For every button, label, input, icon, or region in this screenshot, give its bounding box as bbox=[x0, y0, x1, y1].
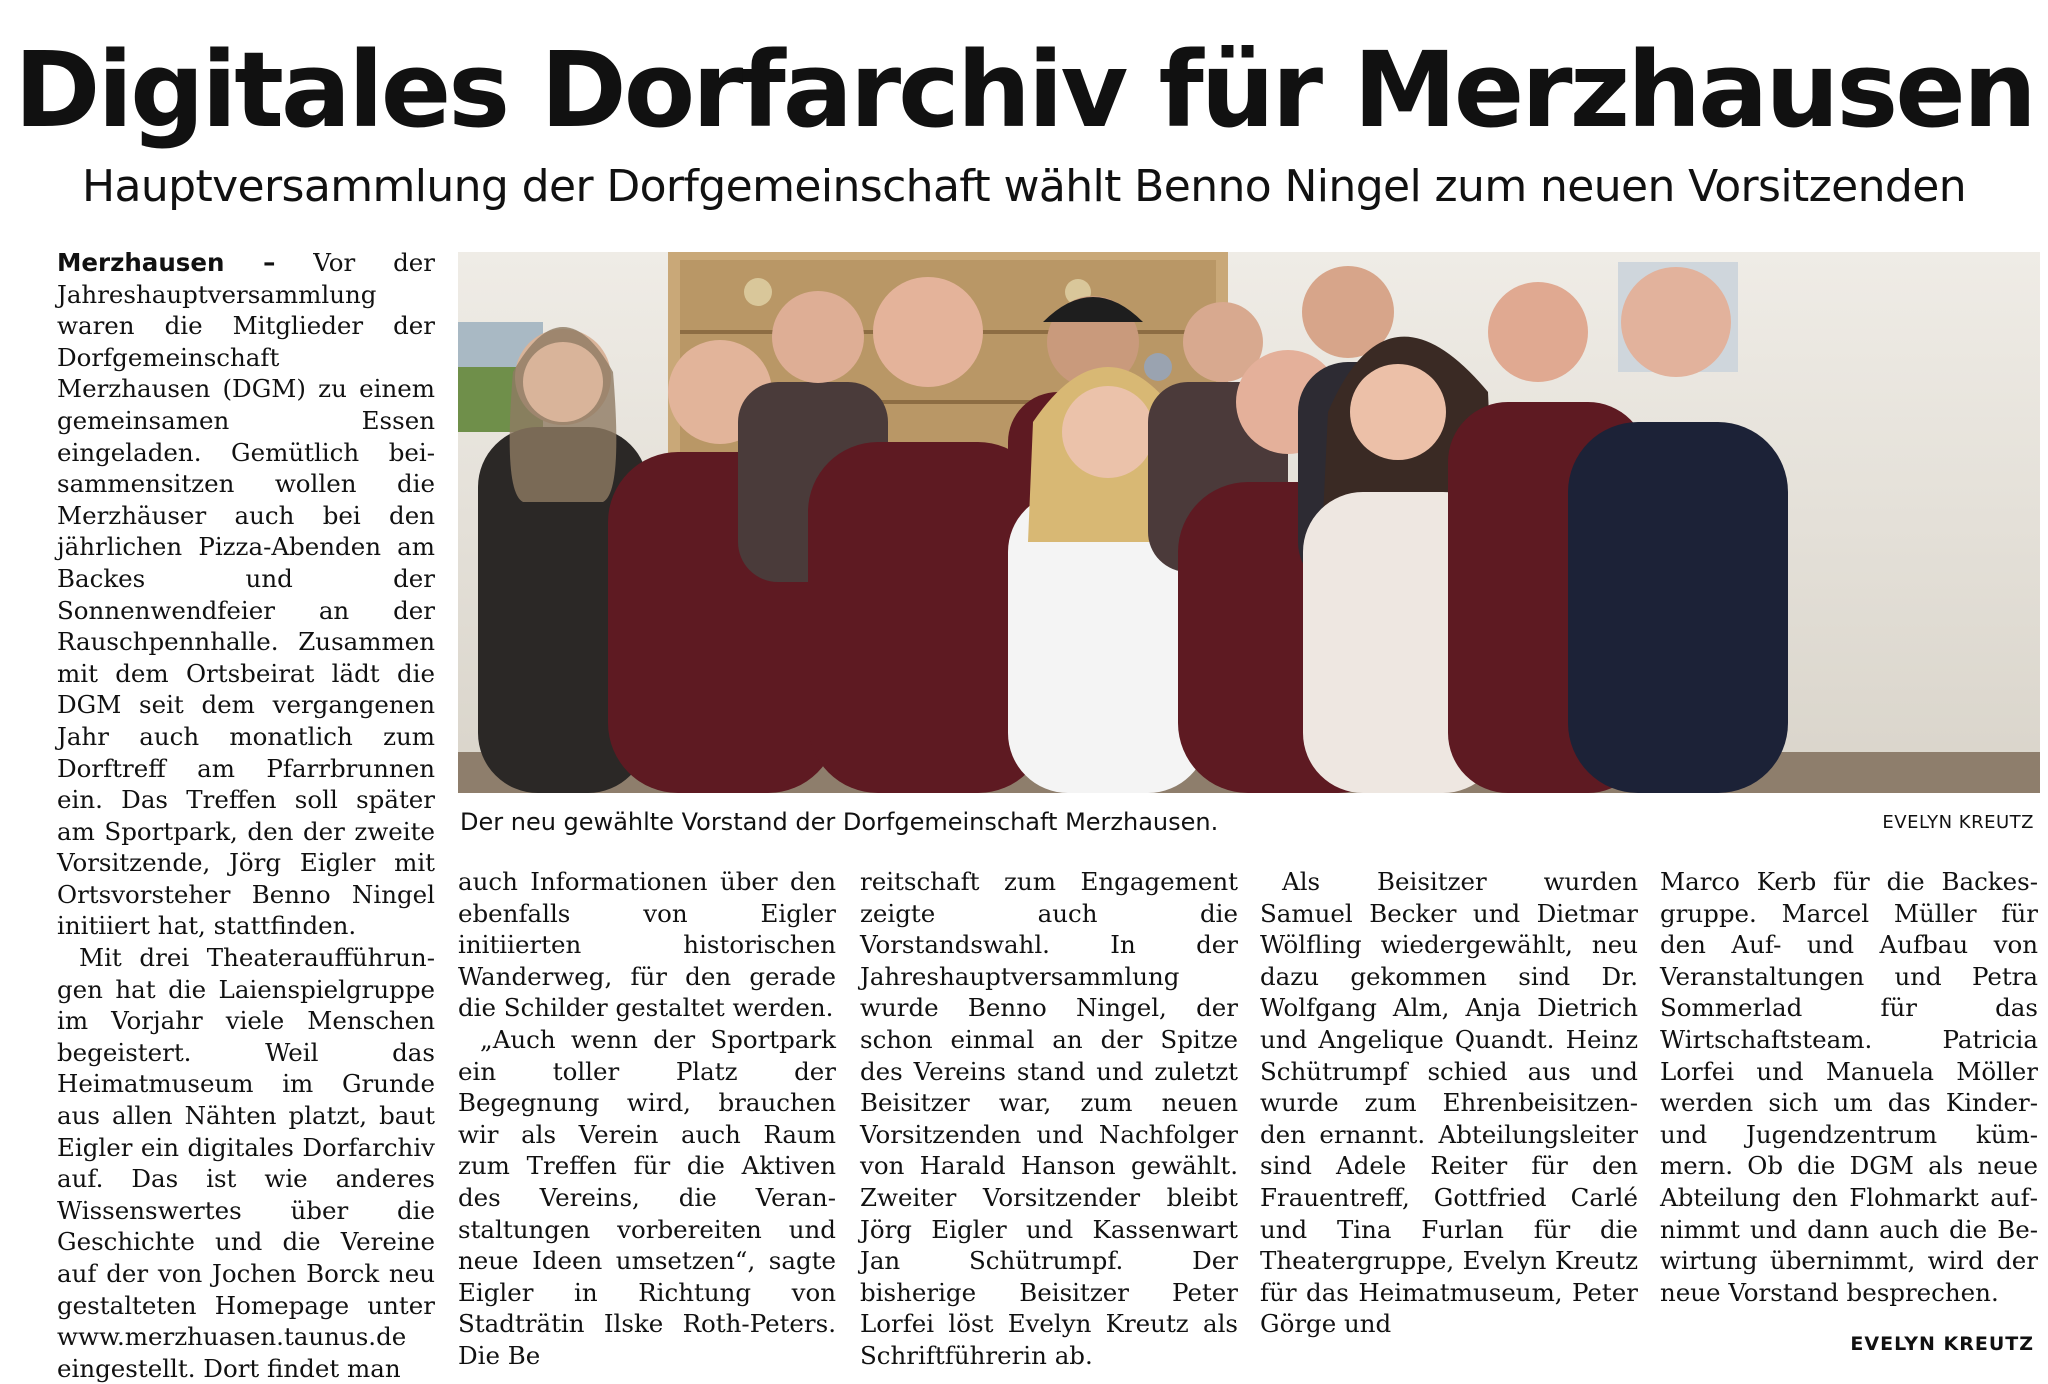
paragraph-5: reitschaft zum Engagement zeigte auch die Vorstandswahl. In der Jahreshauptversammlung wurde Benno Ningel, der schon einmal an der Spitze des Vereins stand und zuletzt Beisitzer war, zum neuen Vorsitzenden und Nachfolger von Harald Hanson gewählt. Zweiter Vorsitzender bleibt Jörg Eigler und Kassenwart Jan Schütrumpf. Der bisherige Beisitzer Peter Lorfei löst Evelyn Kreutz als Schriftführerin ab. bbox=[860, 867, 1238, 1370]
article-column-5 bbox=[1660, 866, 2038, 1308]
paragraph-1-text: Vor der Jahreshauptversammlung waren die Mitglieder der Dorfgemeinschaft Merzhausen (DGM) zu einem gemeinsamen Essen eingeladen. Gemütlich beisammensitzen wollen die Merzhäuser auch bei den jährlichen Pizza-Abenden am Backes und der Sonnenwendfeier an der Rauschpennhalle. Zusammen mit dem Ortsbeirat lädt die DGM seit dem vergangenen Jahr auch monatlich zum Dorftreff am Pfarrbrunnen ein. Das Treffen soll später am Sportpark, den der zweite Vorsitzende, Jörg Eigler mit Ortsvorsteher Benno Ningel initiiert hat, stattfinden. bbox=[57, 248, 435, 941]
paragraph-4: „Auch wenn der Sportpark ein toller Platz der Begegnung wird, brauchen wir als Verein auch Raum zum Treffen für die Aktiven des Vereins, die Veranstaltungen vorbereiten und neue Ideen umsetzen“, sagte Eigler in Richtung von Stadträtin Ilske Roth-Peters. Die Be bbox=[458, 1024, 836, 1370]
dateline: Merzhausen – bbox=[57, 248, 276, 277]
group-photo bbox=[458, 252, 2040, 793]
paragraph-7: Marco Kerb für die Backesgruppe. Marcel Müller für den Auf- und Aufbau von Veranstaltungen und Petra Sommerlad für das Wirtschaftsteam. Patricia Lorfei und Manuela Möller werden sich um das Kinder- und Jugendzentrum kümmern. Ob die DGM als neue Abteilung den Flohmarkt aufnimmt und dann auch die Bewirtung übernimmt, wird der neue Vorstand besprechen. bbox=[1660, 867, 2038, 1307]
headline: Digitales Dorfarchiv für Merzhausen bbox=[14, 29, 2034, 151]
paragraph-6: Als Beisitzer wurden Samuel Becker und Dietmar Wölfling wiedergewählt, neu dazu gekommen sind Dr. Wolfgang Alm, Anja Dietrich und Angelique Quandt. Heinz Schütrumpf schied aus und wurde zum Ehrenbeisitzenden ernannt. Abteilungsleiter sind Adele Reiter für den Frauentreff, Gottfried Carlé und Tina Furlan für die Theatergruppe, Evelyn Kreutz für das Heimatmuseum, Peter Görge und bbox=[1260, 867, 1638, 1339]
article-column-2 bbox=[458, 866, 836, 1372]
paragraph-1 bbox=[57, 247, 435, 942]
paragraph-3: auch Informationen über den ebenfalls von Eigler initiierten historischen Wanderweg, für den gerade die Schilder gestaltet werden. bbox=[458, 867, 836, 1023]
subheadline: Hauptversammlung der Dorfgemeinschaft wählt Benno Ningel zum neuen Vorsitzenden bbox=[82, 161, 1966, 212]
article-column-1 bbox=[57, 247, 435, 1383]
author-byline: EVELYN KREUTZ bbox=[1850, 1333, 2034, 1355]
article-column-3 bbox=[860, 866, 1238, 1372]
photo-credit: EVELYN KREUTZ bbox=[1882, 812, 2034, 833]
article-column-4 bbox=[1260, 866, 1638, 1340]
photo-caption: Der neu gewählte Vorstand der Dorfgemeinschaft Merzhausen. bbox=[460, 808, 1219, 836]
paragraph-2: Mit drei Theateraufführungen hat die Laienspielgruppe im Vorjahr viele Menschen begeistert. Weil das Heimatmuseum im Grunde aus allen Nähten platzt, baut Eigler ein digitales Dorfarchiv auf. Das ist wie anderes Wissenswertes über die Geschichte und die Vereine auf der von Jochen Borck neu gestalteten Homepage unter www.merzhuasen.taunus.de eingestellt. Dort findet man bbox=[57, 943, 435, 1383]
group-photo-illustration bbox=[458, 252, 2040, 793]
